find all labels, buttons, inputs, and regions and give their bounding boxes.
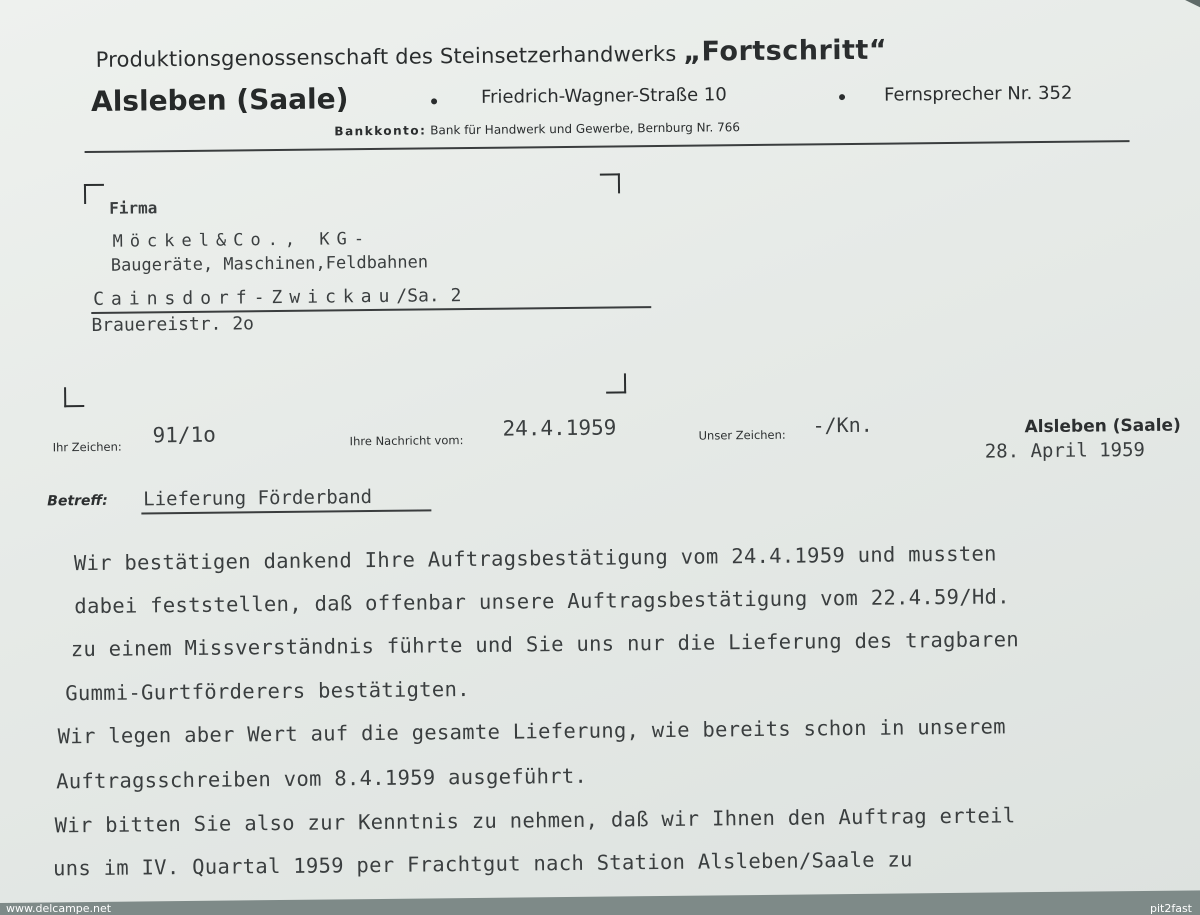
body-line: Wir legen aber Wert auf die gesamte Lieferung, wie bereits schon in unserem: [57, 714, 1006, 749]
letter-place: Alsleben (Saale): [1024, 415, 1181, 438]
address-bracket-top-right: [600, 173, 620, 193]
watermark-right: pit2fast: [1149, 902, 1192, 915]
letter-date: 28. April 1959: [984, 438, 1146, 463]
body-line: uns im IV. Quartal 1959 per Frachtgut nach Station Alsleben/Saale zu: [52, 847, 913, 881]
address-bracket-bottom-right: [606, 373, 626, 393]
body-line: Wir bestätigen dankend Ihre Auftragsbestätigung vom 24.4.1959 und mussten: [73, 541, 997, 576]
paper-corner-shadow: [1160, 0, 1200, 18]
letterhead-street: Friedrich-Wagner-Straße 10: [480, 84, 727, 108]
address-street: Brauereistr. 2o: [91, 313, 255, 336]
letterhead-phone: Fernsprecher Nr. 352: [883, 82, 1073, 106]
letterhead-company-line: [95, 35, 887, 74]
unser-zeichen-value: -/Kn.: [812, 412, 873, 438]
ihr-zeichen-value: 91/1o: [152, 422, 216, 448]
letterhead-bank: [334, 120, 740, 138]
body-line: dabei feststellen, daß offenbar unsere Auftragsbestätigung vom 22.4.59/Hd.: [74, 584, 1010, 619]
company-name: „Fortschritt“: [683, 34, 888, 68]
company-prefix: Produktionsgenossenschaft des Steinsetzerhandwerks: [95, 41, 677, 72]
unser-zeichen-label: Unser Zeichen:: [698, 427, 786, 443]
subject-underline: [141, 509, 431, 514]
address-bracket-bottom-left: [64, 387, 84, 407]
body-line: zu einem Missverständnis führte und Sie uns nur die Lieferung des tragbaren: [70, 627, 1020, 662]
separator-dot: [839, 94, 845, 100]
body-line: Auftragsschreiben vom 8.4.1959 ausgeführt.: [56, 763, 588, 794]
address-company: Möckel&Co., KG-: [112, 229, 372, 252]
address-city-suffix: /Sa. 2: [396, 285, 462, 307]
address-city: Cainsdorf-Zwickau: [93, 285, 397, 310]
separator-dot: [431, 98, 437, 104]
letterhead-rule: [85, 140, 1130, 153]
subject-text: Lieferung Förderband: [143, 486, 373, 511]
letter-body: [52, 539, 1200, 891]
address-firma: Firma: [109, 198, 158, 218]
address-line2: Baugeräte, Maschinen,Feldbahnen: [110, 252, 429, 276]
subject-label: Betreff:: [47, 492, 108, 510]
body-line: Wir bitten Sie also zur Kenntnis zu nehmen, daß wir Ihnen den Auftrag erteil: [54, 803, 1016, 838]
body-line: Gummi-Gurtförderers bestätigten.: [65, 677, 470, 706]
bank-details: Bank für Handwerk und Gewerbe, Bernburg Nr. 766: [430, 120, 741, 138]
address-bracket-top-left: [84, 184, 104, 204]
ihr-zeichen-label: Ihr Zeichen:: [52, 439, 122, 455]
letterhead-city: Alsleben (Saale): [90, 82, 349, 118]
ihre-nachricht-value: 24.4.1959: [502, 415, 617, 441]
ihre-nachricht-label: Ihre Nachricht vom:: [349, 433, 464, 449]
watermark-left: www.delcampe.net: [6, 902, 112, 915]
address-city-line: [93, 285, 461, 310]
bank-label: Bankkonto:: [334, 123, 427, 139]
